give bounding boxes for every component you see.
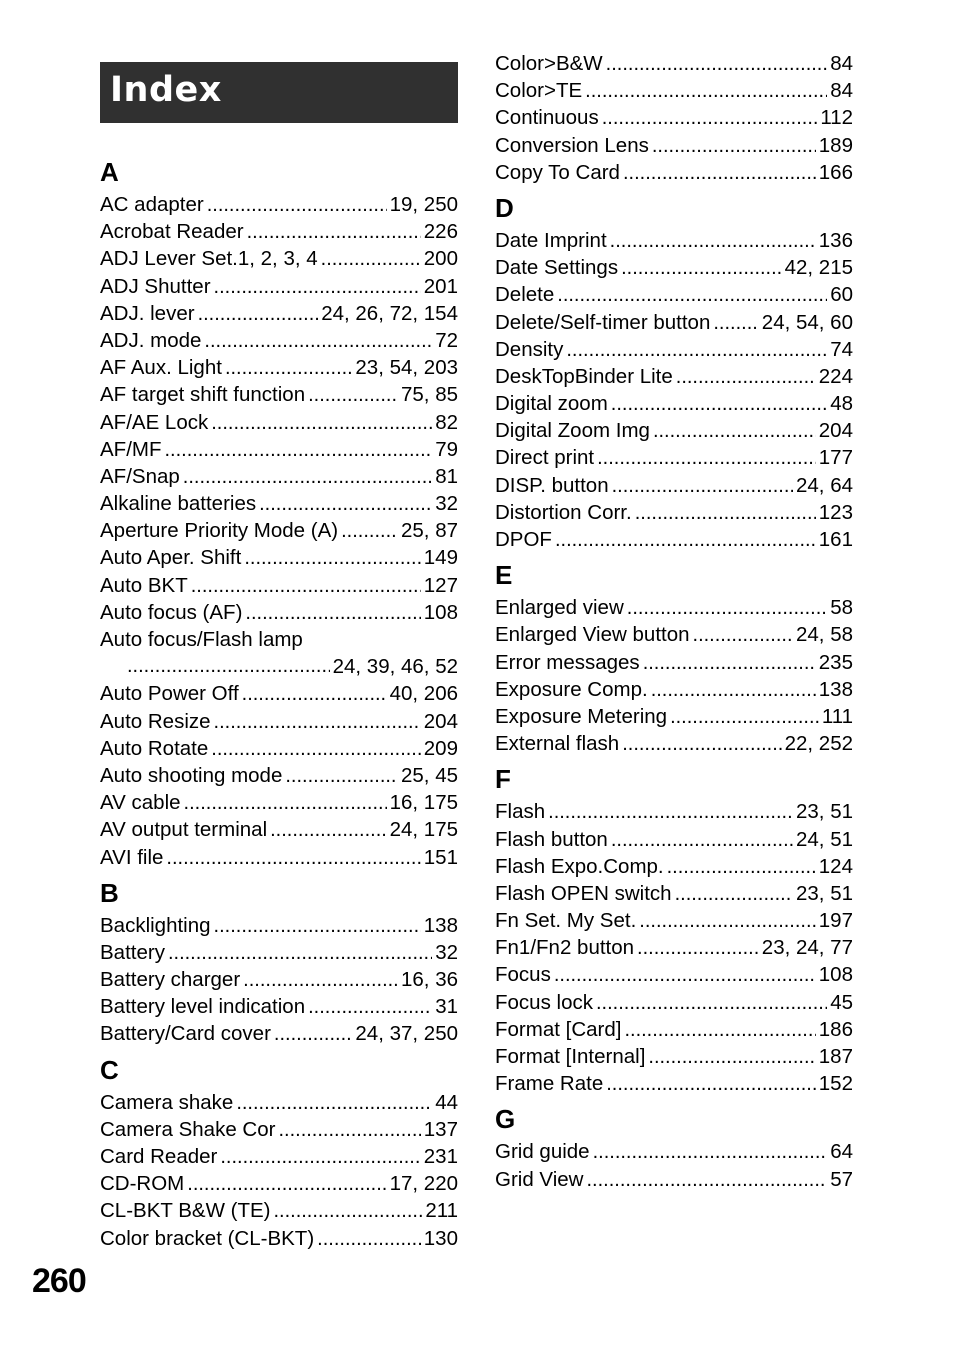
- index-entry: [100, 300, 458, 327]
- entry-pages: 231: [423, 1145, 458, 1168]
- entry-pages: 124: [818, 854, 853, 878]
- entry-name: Delete: [495, 283, 555, 307]
- index-entry: [100, 191, 458, 218]
- index-entry: [495, 227, 853, 254]
- leader-dots: [211, 410, 432, 437]
- entry-pages: 24, 54, 60: [761, 310, 853, 334]
- entry-name: Grid guide: [495, 1140, 590, 1164]
- entry-pages: 138: [818, 677, 853, 701]
- entry-name: Format [Internal]: [495, 1045, 646, 1068]
- entry-pages: 127: [423, 573, 458, 597]
- index-entry: [495, 961, 853, 988]
- section-letter-e: E: [495, 560, 513, 591]
- leader-dots: [166, 845, 420, 872]
- entry-name: AV output terminal: [100, 818, 268, 842]
- entry-pages: 16, 36: [401, 968, 458, 992]
- entry-pages: 72: [435, 328, 458, 352]
- index-entry: [495, 880, 853, 907]
- index-entry: [495, 703, 853, 730]
- entry-pages: 123: [818, 500, 853, 524]
- leader-dots: [270, 817, 386, 844]
- entry-pages: 23, 51: [796, 881, 853, 905]
- entry-name: AF/Snap: [100, 464, 180, 488]
- entry-pages: 200: [423, 247, 458, 271]
- leader-dots: [168, 940, 432, 967]
- entry-name: Grid View: [495, 1167, 584, 1191]
- index-entry: [495, 363, 853, 390]
- index-title-bar: [100, 62, 458, 123]
- entry-name: Flash OPEN switch: [495, 881, 672, 905]
- index-entry: [100, 327, 458, 354]
- entry-name: DISP. button: [495, 473, 609, 497]
- entry-pages: 57: [830, 1167, 853, 1191]
- index-entry: [100, 463, 458, 490]
- entry-pages: 137: [423, 1117, 458, 1141]
- entry-pages: 24, 39, 46, 52: [332, 655, 458, 679]
- index-entry: [495, 132, 853, 159]
- leader-dots: [321, 246, 421, 273]
- index-entry: [100, 1225, 458, 1252]
- page-title: Index: [110, 70, 222, 110]
- leader-dots: [624, 1017, 815, 1044]
- index-entry: [100, 409, 458, 436]
- entry-name: Auto BKT: [100, 573, 188, 597]
- index-entry: [495, 1016, 853, 1043]
- entry-pages: 138: [423, 913, 458, 937]
- leader-dots: [214, 274, 421, 301]
- index-entry: [100, 517, 458, 544]
- leader-dots: [247, 219, 421, 246]
- entry-name: Flash button: [495, 827, 608, 851]
- index-entry: [100, 1197, 458, 1224]
- leader-dots: [165, 437, 433, 464]
- entry-pages: 24, 37, 250: [355, 1022, 458, 1046]
- index-entry: [495, 417, 853, 444]
- entry-pages: 189: [818, 133, 853, 157]
- entry-name: AC adapter: [100, 193, 204, 216]
- index-entry: [100, 966, 458, 993]
- leader-dots: [653, 418, 816, 445]
- index-entry: [495, 1166, 853, 1193]
- index-entry: [495, 989, 853, 1016]
- entry-pages: 32: [435, 492, 458, 516]
- entry-name: Enlarged View button: [495, 623, 690, 647]
- entry-name: Backlighting: [100, 913, 211, 937]
- entry-pages: 197: [818, 909, 853, 933]
- entry-name: ADJ. mode: [100, 328, 202, 352]
- leader-dots: [548, 799, 793, 826]
- leader-dots: [585, 78, 827, 105]
- entry-name: Battery: [100, 940, 165, 964]
- index-entry: [495, 934, 853, 961]
- entry-name: CD-ROM: [100, 1172, 185, 1196]
- entry-pages: 24, 51: [796, 827, 853, 851]
- leader-dots: [557, 282, 827, 309]
- entry-pages: 204: [818, 419, 853, 443]
- entry-pages: 82: [435, 410, 458, 434]
- entry-name: Focus: [495, 963, 551, 987]
- index-entry: [495, 1070, 853, 1097]
- index-entry: [495, 336, 853, 363]
- entry-pages: 42, 215: [784, 256, 853, 280]
- leader-dots: [602, 105, 818, 132]
- leader-dots: [635, 500, 816, 527]
- leader-dots: [693, 622, 793, 649]
- entry-name: Auto Power Off: [100, 682, 239, 706]
- entry-name: Conversion Lens: [495, 133, 649, 157]
- leader-dots: [225, 355, 352, 382]
- leader-dots: [285, 763, 398, 790]
- entry-name: Continuous: [495, 106, 599, 130]
- leader-dots: [341, 518, 398, 545]
- leader-dots: [643, 650, 816, 677]
- leader-dots: [207, 192, 387, 219]
- leader-dots: [610, 228, 816, 255]
- leader-dots: [243, 967, 398, 994]
- index-entry: [495, 621, 853, 648]
- entry-name: Alkaline batteries: [100, 492, 257, 516]
- entry-name: AF target shift function: [100, 383, 306, 407]
- entry-name: Date Settings: [495, 256, 619, 280]
- entry-name: AF/MF: [100, 437, 162, 461]
- leader-dots: [621, 255, 782, 282]
- leader-dots: [127, 653, 330, 680]
- leader-dots: [214, 913, 421, 940]
- entry-pages: 64: [830, 1140, 853, 1164]
- index-entry: [100, 1089, 458, 1116]
- entry-pages: 235: [818, 650, 853, 674]
- entry-pages: 79: [435, 437, 458, 461]
- index-entry: [495, 77, 853, 104]
- entry-name: Frame Rate: [495, 1072, 604, 1096]
- leader-dots: [220, 1144, 420, 1171]
- entry-pages: 19, 250: [389, 193, 458, 216]
- leader-dots: [555, 527, 816, 554]
- entry-name: Aperture Priority Mode (A): [100, 519, 339, 543]
- index-entry: [495, 676, 853, 703]
- index-entry: [495, 730, 853, 757]
- leader-dots: [667, 854, 816, 881]
- entry-name: Density: [495, 337, 564, 361]
- entry-name: Format [Card]: [495, 1017, 622, 1041]
- entry-pages: 48: [830, 392, 853, 416]
- leader-dots: [236, 1090, 432, 1117]
- entry-pages: 58: [830, 596, 853, 620]
- entry-name: DPOF: [495, 528, 552, 551]
- entry-pages: 136: [818, 228, 853, 252]
- leader-dots: [184, 790, 387, 817]
- section-letter-a: A: [100, 157, 119, 187]
- entry-pages: 23, 54, 203: [355, 356, 458, 380]
- entry-pages: 16, 175: [389, 791, 458, 815]
- index-entry: [495, 826, 853, 853]
- entry-pages: 17, 220: [389, 1172, 458, 1196]
- entry-pages: 161: [818, 528, 853, 551]
- index-entry: [495, 1043, 853, 1070]
- entry-name: Fn Set. My Set.: [495, 909, 637, 933]
- leader-dots: [245, 600, 420, 627]
- index-entry: [100, 912, 458, 939]
- entry-name: Flash: [495, 800, 546, 824]
- entry-name: Fn1/Fn2 button: [495, 936, 635, 960]
- leader-dots: [611, 827, 793, 854]
- leader-dots: [676, 364, 816, 391]
- entry-name: Auto Aper. Shift: [100, 546, 242, 570]
- entry-name: ADJ. lever: [100, 301, 195, 325]
- entry-pages: 166: [818, 160, 853, 184]
- index-entry: [100, 680, 458, 707]
- index-entry: [495, 526, 853, 553]
- index-entry: [100, 762, 458, 789]
- leader-dots: [242, 681, 387, 708]
- leader-dots: [648, 1044, 815, 1071]
- leader-dots: [639, 908, 816, 935]
- entry-pages: 108: [818, 963, 853, 987]
- entry-pages: 111: [821, 704, 853, 728]
- entry-name: AV cable: [100, 791, 181, 815]
- entry-name: Card Reader: [100, 1145, 218, 1168]
- entry-pages: 81: [435, 464, 458, 488]
- leader-dots: [259, 491, 432, 518]
- entry-pages: 24, 175: [389, 818, 458, 842]
- entry-pages: 24, 26, 72, 154: [321, 301, 458, 325]
- entry-pages: 32: [435, 940, 458, 964]
- index-entry: [100, 490, 458, 517]
- entry-name: AF Aux. Light: [100, 356, 222, 380]
- entry-pages: 130: [423, 1226, 458, 1250]
- entry-pages: 45: [830, 990, 853, 1014]
- page-number: 260: [32, 1262, 86, 1300]
- index-entry: [100, 436, 458, 463]
- index-entry: [495, 444, 853, 471]
- index-entry: [100, 354, 458, 381]
- entry-pages: 224: [818, 364, 853, 388]
- index-column-left: [100, 150, 458, 1252]
- entry-name: Auto focus (AF): [100, 600, 243, 624]
- entry-name: External flash: [495, 732, 620, 756]
- leader-dots: [317, 1226, 421, 1253]
- entry-name: Error messages: [495, 650, 640, 674]
- entry-name: Distortion Corr.: [495, 500, 632, 524]
- index-entry: [495, 159, 853, 186]
- entry-name: Auto focus/Flash lamp: [100, 628, 303, 651]
- entry-name: Auto Resize: [100, 709, 211, 733]
- index-entry: [495, 649, 853, 676]
- entry-pages: 24, 64: [796, 473, 853, 497]
- leader-dots: [593, 1139, 828, 1166]
- leader-dots: [274, 1021, 353, 1048]
- entry-name: Battery level indication: [100, 995, 306, 1019]
- leader-dots: [308, 994, 432, 1021]
- section-letter-c: C: [100, 1054, 119, 1085]
- entry-pages: 44: [435, 1090, 458, 1114]
- entry-name: Acrobat Reader: [100, 220, 244, 244]
- entry-pages: 23, 51: [796, 800, 853, 824]
- entry-name: Camera shake: [100, 1090, 234, 1114]
- entry-continuation: [100, 653, 458, 680]
- leader-dots: [187, 1171, 386, 1198]
- entry-pages: 24, 58: [796, 623, 853, 647]
- entry-name: Delete/Self-timer button: [495, 310, 711, 334]
- entry-pages: 204: [423, 709, 458, 733]
- leader-dots: [596, 990, 827, 1017]
- leader-dots: [623, 160, 816, 187]
- entry-pages: 209: [423, 736, 458, 760]
- section-letter-d: D: [495, 192, 514, 223]
- index-entry: [495, 104, 853, 131]
- index-entry: [100, 1170, 458, 1197]
- entry-pages: 31: [435, 995, 458, 1019]
- section-letter-g: G: [495, 1104, 516, 1135]
- entry-name: Auto shooting mode: [100, 763, 283, 787]
- index-entry: [100, 544, 458, 571]
- entry-name: ADJ Shutter: [100, 274, 211, 298]
- leader-dots: [597, 445, 816, 472]
- entry-name: Battery/Card cover: [100, 1022, 271, 1046]
- leader-dots: [278, 1117, 420, 1144]
- entry-pages: 23, 24, 77: [761, 936, 853, 960]
- leader-dots: [652, 133, 816, 160]
- leader-dots: [713, 310, 758, 337]
- entry-pages: 22, 252: [784, 732, 853, 756]
- index-entry: [495, 281, 853, 308]
- entry-name: Focus lock: [495, 990, 593, 1014]
- leader-dots: [675, 881, 793, 908]
- leader-dots: [651, 677, 816, 704]
- entry-name: CL-BKT B&W (TE): [100, 1199, 271, 1223]
- leader-dots: [587, 1167, 828, 1194]
- leader-dots: [554, 962, 816, 989]
- leader-dots: [627, 595, 827, 622]
- entry-pages: 108: [423, 600, 458, 624]
- entry-name: Color>B&W: [495, 52, 603, 75]
- entry-pages: 75, 85: [401, 383, 458, 407]
- entry-pages: 226: [423, 220, 458, 244]
- entry-name: Color bracket (CL-BKT): [100, 1226, 315, 1250]
- entry-name: Battery charger: [100, 968, 241, 992]
- index-entry: [100, 789, 458, 816]
- entry-name: DeskTopBinder Lite: [495, 364, 673, 388]
- index-entry: [495, 390, 853, 417]
- leader-dots: [204, 328, 432, 355]
- entry-pages: 74: [830, 337, 853, 361]
- entry-pages: 112: [820, 106, 853, 130]
- entry-name: Digital zoom: [495, 392, 608, 416]
- section-letter-f: F: [495, 764, 511, 795]
- leader-dots: [183, 464, 432, 491]
- entry-name: Enlarged view: [495, 596, 624, 620]
- leader-dots: [211, 736, 421, 763]
- entry-pages: 201: [423, 274, 458, 298]
- leader-dots: [622, 731, 781, 758]
- leader-dots: [637, 935, 759, 962]
- entry-pages: 211: [425, 1199, 458, 1223]
- index-entry: [495, 50, 853, 77]
- entry-name: Date Imprint: [495, 228, 607, 252]
- index-entry: [495, 309, 853, 336]
- index-entry: [100, 1020, 458, 1047]
- index-entry: [100, 218, 458, 245]
- index-entry: [100, 1116, 458, 1143]
- entry-pages: 177: [818, 446, 853, 470]
- entry-name: Color>TE: [495, 79, 583, 103]
- index-entry: [495, 1138, 853, 1165]
- entry-pages: 84: [830, 52, 853, 75]
- leader-dots: [612, 473, 793, 500]
- entry-name: AF/AE Lock: [100, 410, 209, 434]
- index-entry: [495, 254, 853, 281]
- entry-pages: 84: [830, 79, 853, 103]
- index-entry: [100, 572, 458, 599]
- leader-dots: [191, 573, 421, 600]
- entry-pages: 60: [830, 283, 853, 307]
- index-column-right: [495, 50, 853, 1193]
- entry-name: Digital Zoom Img: [495, 419, 650, 443]
- index-entry: [100, 381, 458, 408]
- entry-pages: 186: [818, 1017, 853, 1041]
- index-entry: [100, 735, 458, 762]
- index-entry: [100, 599, 458, 626]
- leader-dots: [606, 1071, 816, 1098]
- leader-dots: [566, 337, 827, 364]
- entry-name: ADJ Lever Set.1, 2, 3, 4: [100, 247, 318, 271]
- entry-name: Exposure Comp.: [495, 677, 648, 701]
- entry-name: Exposure Metering: [495, 704, 668, 728]
- leader-dots: [244, 545, 420, 572]
- entry-pages: 187: [818, 1045, 853, 1068]
- leader-dots: [611, 391, 827, 418]
- entry-pages: 25, 45: [401, 763, 458, 787]
- index-entry: [495, 853, 853, 880]
- leader-dots: [214, 709, 421, 736]
- index-entry: [100, 844, 458, 871]
- index-entry: [100, 816, 458, 843]
- entry-pages: 149: [423, 546, 458, 570]
- entry-pages: 152: [818, 1072, 853, 1096]
- index-entry: [100, 626, 458, 680]
- entry-name: Direct print: [495, 446, 595, 470]
- index-entry: [495, 907, 853, 934]
- leader-dots: [198, 301, 319, 328]
- entry-name: Flash Expo.Comp.: [495, 854, 664, 878]
- index-entry: [495, 499, 853, 526]
- leader-dots: [273, 1198, 422, 1225]
- entry-pages: 25, 87: [401, 519, 458, 543]
- index-entry: [100, 245, 458, 272]
- leader-dots: [670, 704, 819, 731]
- entry-name: Copy To Card: [495, 160, 620, 184]
- entry-pages: 151: [423, 845, 458, 869]
- index-entry: [100, 1143, 458, 1170]
- entry-name: Auto Rotate: [100, 736, 209, 760]
- index-entry: [100, 273, 458, 300]
- leader-dots: [606, 51, 828, 78]
- leader-dots: [308, 382, 398, 409]
- index-entry: [100, 708, 458, 735]
- entry-pages: 40, 206: [389, 682, 458, 706]
- entry-name: AVI file: [100, 845, 164, 869]
- index-entry: [100, 939, 458, 966]
- entry-name: Camera Shake Cor: [100, 1117, 276, 1141]
- index-entry: [495, 472, 853, 499]
- index-entry: [495, 594, 853, 621]
- index-entry: [495, 798, 853, 825]
- index-entry: [100, 993, 458, 1020]
- section-letter-b: B: [100, 877, 119, 908]
